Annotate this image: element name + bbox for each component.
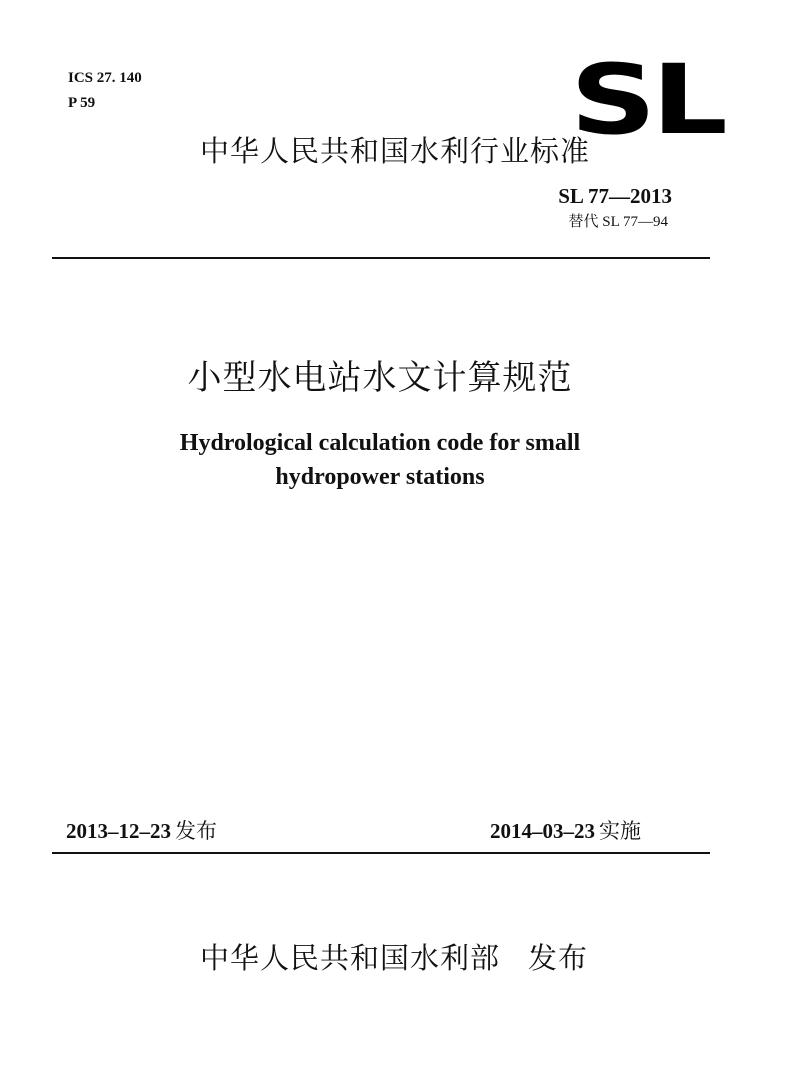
ics-number: ICS 27. 140 [68,70,142,86]
document-title-english [0,426,760,494]
issue-date-block [66,818,217,844]
document-title-chinese: 小型水电站水文计算规范 [187,358,573,398]
publish-label: 发布 [528,941,589,975]
issue-date: 2013–12–23 [66,819,171,843]
industry-standard-title: 中华人民共和国水利行业标准 [200,134,591,168]
sl-logo: SL [570,44,723,156]
bottom-divider [52,852,710,854]
top-divider [52,257,710,259]
ccs-number: P 59 [68,95,96,111]
english-title-line-1: Hydrological calculation code for small [179,430,581,456]
publisher-block [200,940,588,976]
implementation-date: 2014–03–23 [490,819,595,843]
english-title-line-2: hydropower stations [275,464,485,490]
implementation-date-block [490,818,641,844]
implementation-label: 实施 [599,819,641,843]
publisher-name: 中华人民共和国水利部 [200,941,501,975]
standard-code: SL 77—2013 [558,184,672,208]
issue-label: 发布 [175,819,217,843]
replaced-standard: 替代 SL 77—94 [568,214,668,230]
